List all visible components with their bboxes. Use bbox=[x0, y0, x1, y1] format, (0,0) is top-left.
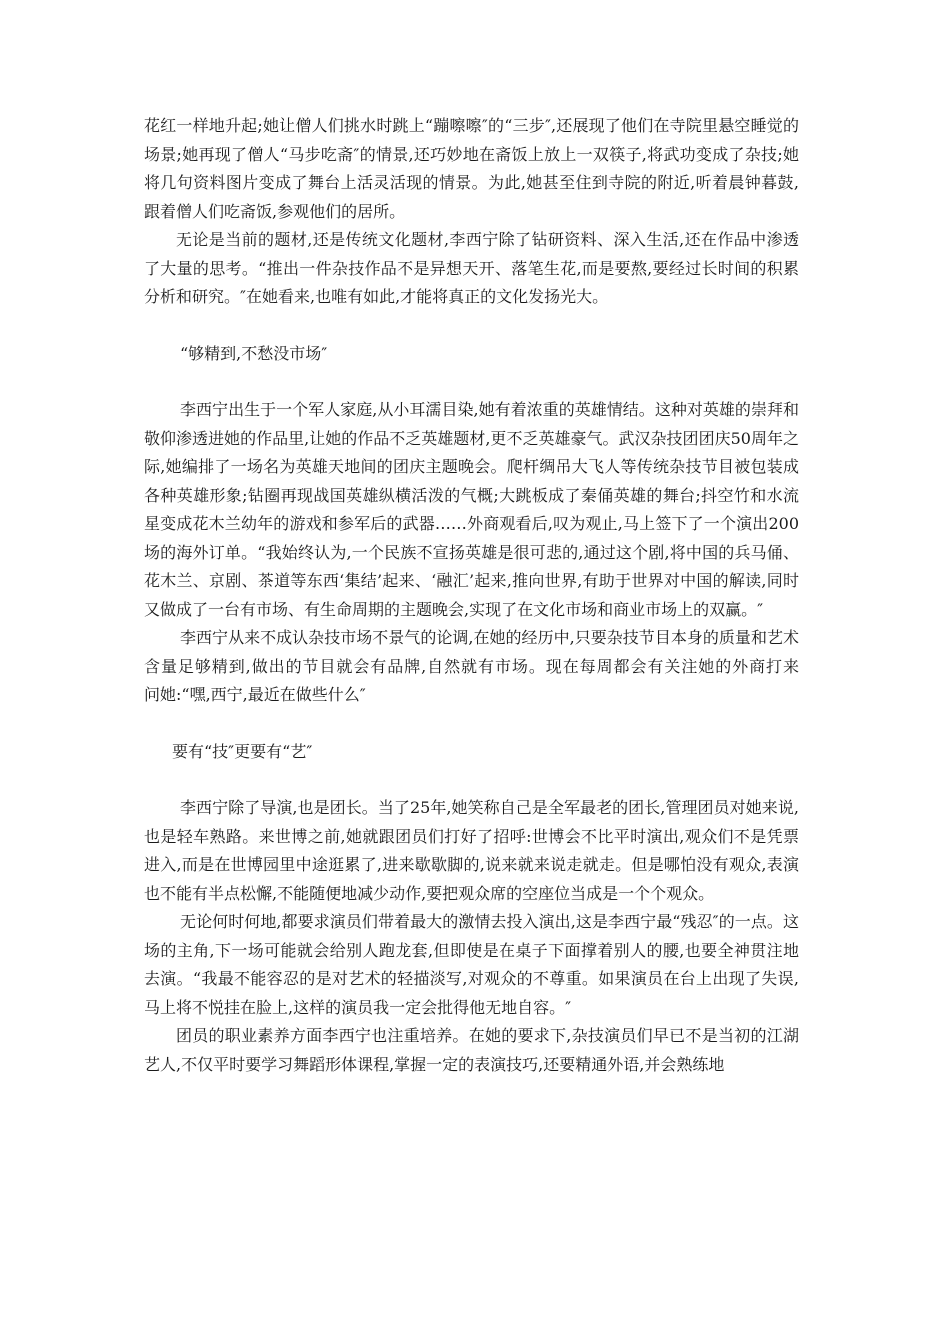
section-heading-market: “够精到,不愁没市场″ bbox=[180, 343, 328, 363]
paragraph-1: 花红一样地升起;她让僧人们挑水时跳上“蹦嚓嚓″的“三步″,还展现了他们在寺院里悬空睡觉的场景;她再现了僧人“马步吃斋″的情景,还巧妙地在斋饭上放上一双筷子,将武功变成了杂技;她将几句资料图片变成了舞台上活灵活现的情景。为此,她甚至住到寺院的附近,听着晨钟暮鼓,跟着僧人们吃斋饭,参观他们的居所。 bbox=[144, 116, 799, 221]
section-heading-art: 要有“技″更要有“艺″ bbox=[172, 741, 313, 761]
paragraph-4: 李西宁从来不成认杂技市场不景气的论调,在她的经历中,只要杂技节目本身的质量和艺术含量足够精到,做出的节目就会有品牌,自然就有市场。现在每周都会有关注她的外商打来 问她:“嘿,西宁,最近在做些什么″ bbox=[144, 628, 832, 704]
paragraph-3: 李西宁出生于一个军人家庭,从小耳濡目染,她有着浓重的英雄情结。这种对英雄的崇拜和敬仰渗透进她的作品里,让她的作品不乏英雄题材,更不乏英雄豪气。武汉杂技团团庆50周年之际,她编排了一场名为英雄天地间的团庆主题晚会。爬杆绸吊大飞人等传统杂技节目被包装成各种英雄形象;钻圈再现战国英雄纵横活泼的气概;大跳板成了秦俑英雄的舞台;抖空竹和水流星变成花木兰幼年的游戏和参军后的武器……外商观看后,叹为观止,马上签下了一个演出200场的海外订单。“我始终认为,一个民族不宣扬英雄是很可悲的,通过这个剧,将中国的兵马俑、花木兰、京剧、茶道等东西‘集结’起来、‘融汇’起来,推向世界,有助于世界对中国的解读,同时又做成了一台有市场、有生命周期的主题晚会,实现了在文化市场和商业市场上的双赢。″ bbox=[144, 400, 799, 619]
paragraph-6: 无论何时何地,都要求演员们带着最大的激情去投入演出,这是李西宁最“残忍″的一点。这场的主角,下一场可能就会给别人跑龙套,但即使是在桌子下面撑着别人的腰,也要全神贯注地去演。“我最不能容忍的是对艺术的轻描淡写,对观众的不尊重。如果演员在台上出现了失误,马上将不悦挂在脸上,这样的演员我一定会批得他无地自容。″ bbox=[144, 912, 799, 1017]
paragraph-7: 团员的职业素养方面李西宁也注重培养。在她的要求下,杂技演员们早已不是当初的江湖艺人,不仅平时要学习舞蹈形体课程,掌握一定的表演技巧,还要精通外语,并会熟练地 bbox=[144, 1026, 799, 1074]
document-body bbox=[144, 112, 832, 1079]
paragraph-2: 无论是当前的题材,还是传统文化题材,李西宁除了钻研资料、深入生活,还在作品中渗透了大量的思考。“推出一件杂技作品不是异想天开、落笔生花,而是要熬,要经过长时间的积累分析和研究。″在她看来,也唯有如此,才能将真正的文化发扬光大。 bbox=[144, 230, 799, 306]
paragraph-5: 李西宁除了导演,也是团长。当了25年,她笑称自己是全军最老的团长,管理团员对她来说,也是轻车熟路。来世博之前,她就跟团员们打好了招呼:世博会不比平时演出,观众们不是凭票进入,而是在世博园里中途逛累了,进来歇歇脚的,说来就来说走就走。但是哪怕没有观众,表演也不能有半点松懈,不能随便地减少动作,要把观众席的空座位当成是一个个观众。 bbox=[144, 798, 799, 903]
